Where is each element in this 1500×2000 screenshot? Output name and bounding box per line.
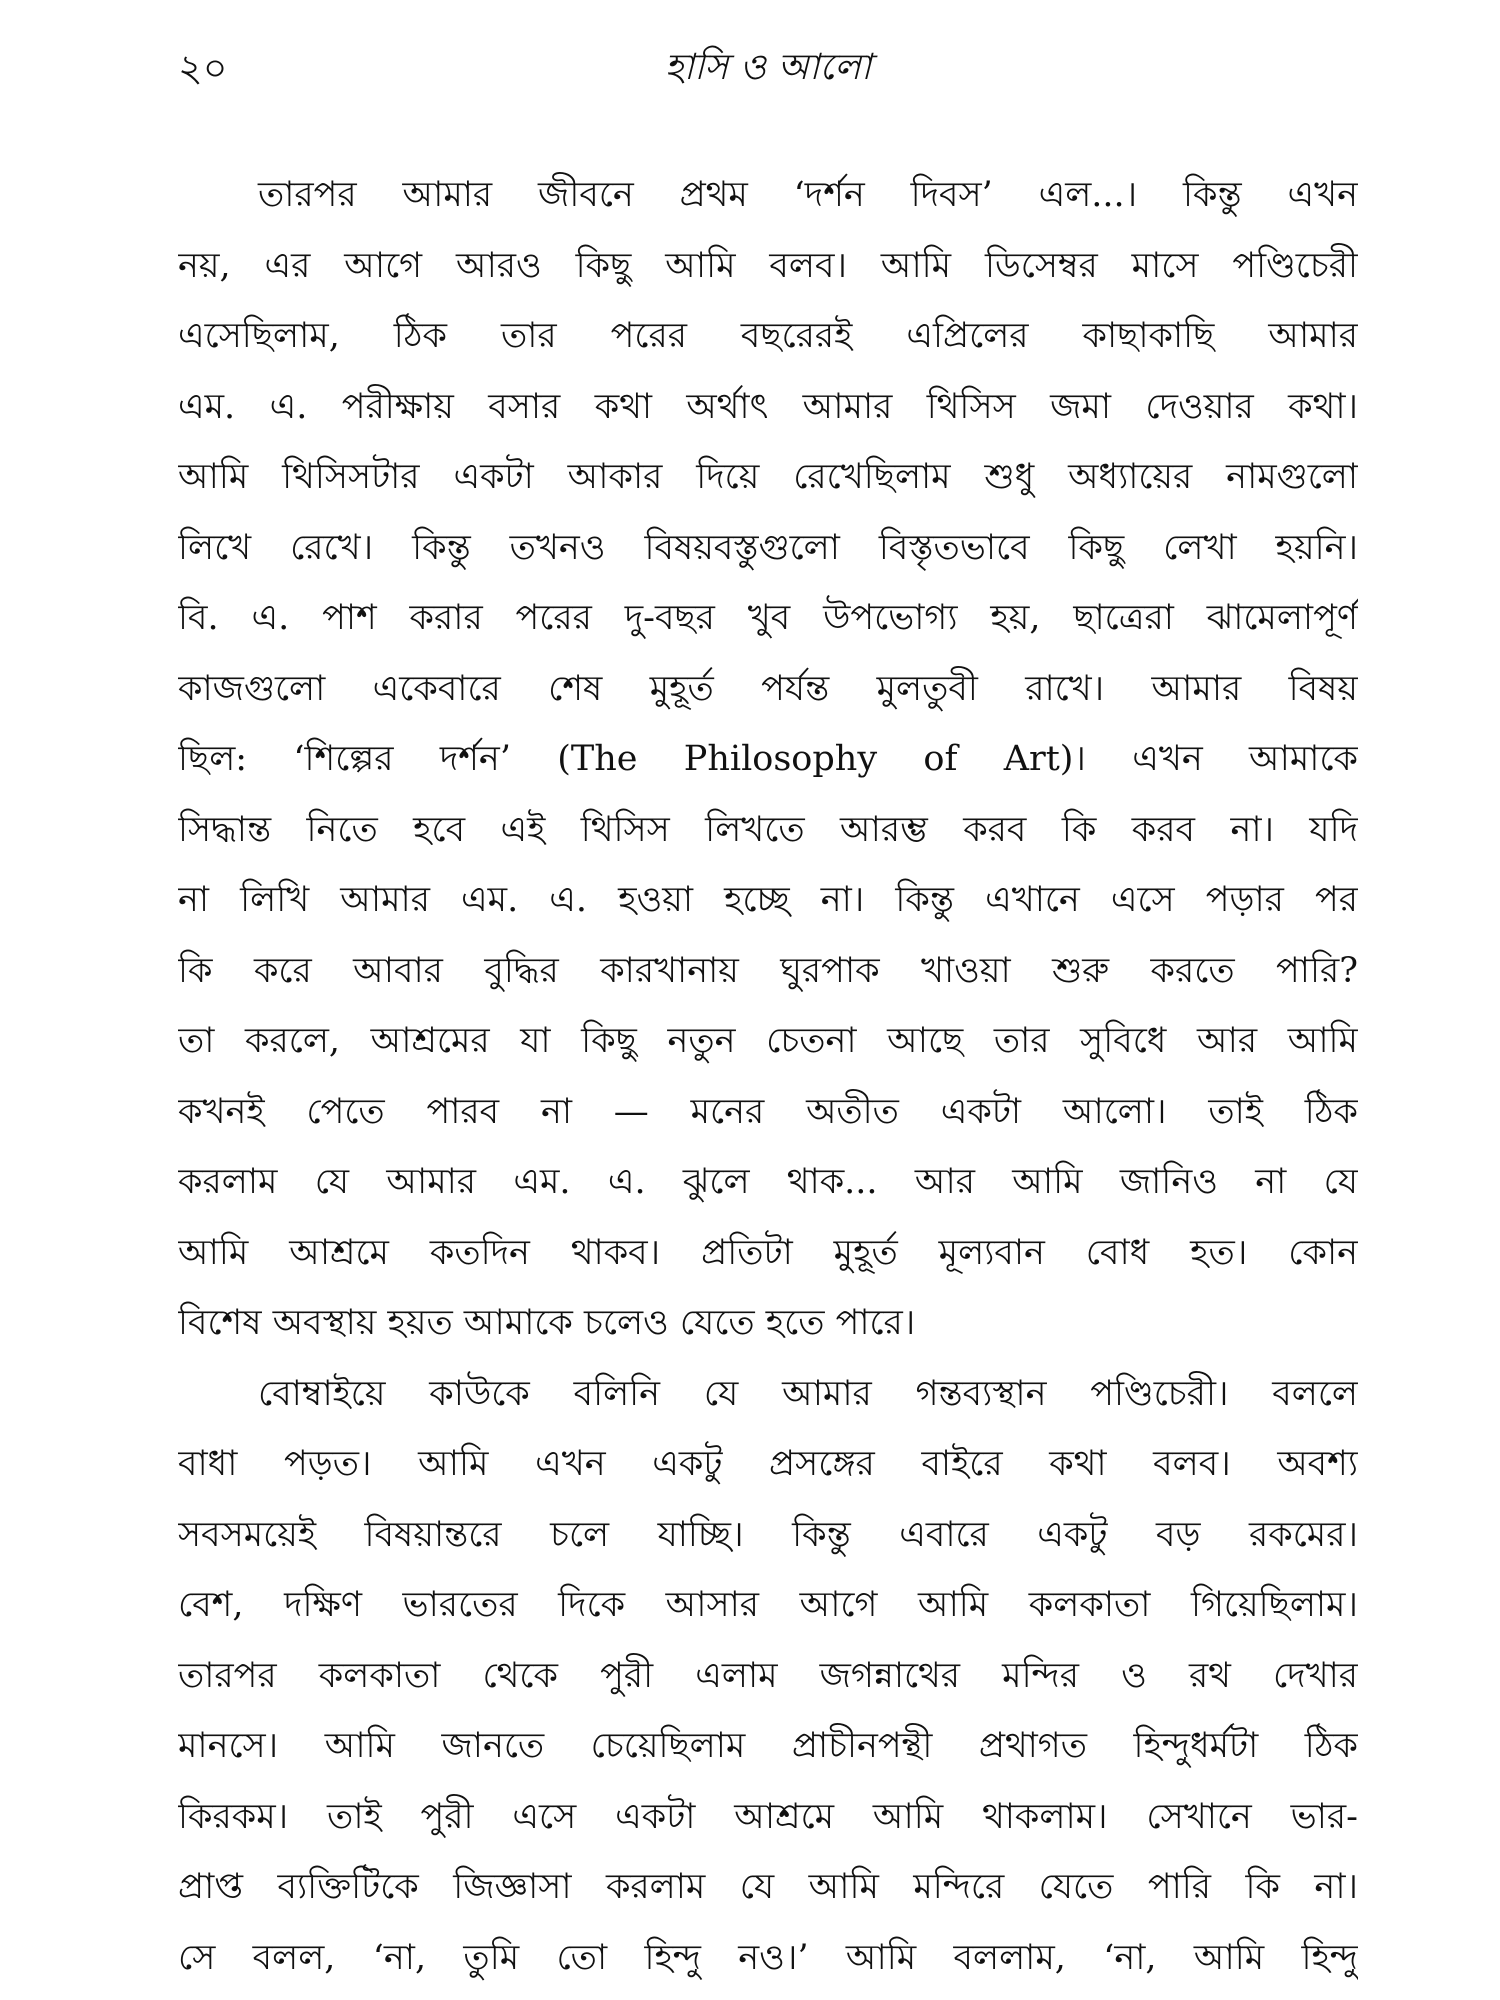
paragraph-2-line: বোম্বাইয়ে কাউকে বলিনি যে আমার গন্তব্যস্থান পণ্ডিচেরী। বললে bbox=[258, 1373, 1358, 1414]
paragraph-2-line: সে বলল, ‘না, তুমি তো হিন্দু নও।’ আমি বললাম, ‘না, আমি হিন্দু bbox=[178, 1937, 1358, 1978]
paragraph-1-line: করলাম যে আমার এম. এ. ঝুলে থাক... আর আমি জানিও না যে bbox=[178, 1162, 1358, 1202]
paragraph-2-line: বেশ, দক্ষিণ ভারতের দিকে আসার আগে আমি কলকাতা গিয়েছিলাম। bbox=[178, 1585, 1358, 1625]
paragraph-2-line: প্রাপ্ত ব্যক্তিটিকে জিজ্ঞাসা করলাম যে আমি মন্দিরে যেতে পারি কি না। bbox=[178, 1867, 1358, 1907]
paragraph-1-line: কাজগুলো একেবারে শেষ মুহূর্ত পর্যন্ত মুলতুবী রাখে। আমার বিষয় bbox=[178, 668, 1358, 709]
paragraph-1-line: তা করলে, আশ্রমের যা কিছু নতুন চেতনা আছে তার সুবিধে আর আমি bbox=[178, 1021, 1358, 1061]
paragraph-1-line: কখনই পেতে পারব না — মনের অতীত একটা আলো। তাই ঠিক bbox=[178, 1091, 1358, 1132]
page-header bbox=[178, 38, 1358, 108]
paragraph-1-line: আমি আশ্রমে কতদিন থাকব। প্রতিটা মুহূর্ত মূল্যবান বোধ হত। কোন bbox=[178, 1232, 1358, 1273]
page-number: ২০ bbox=[178, 46, 228, 90]
paragraph-1-line: লিখে রেখে। কিন্তু তখনও বিষয়বস্তুগুলো বিস্তৃতভাবে কিছু লেখা হয়নি। bbox=[178, 527, 1358, 568]
paragraph-2-line: মানসে। আমি জানতে চেয়েছিলাম প্রাচীনপন্থী প্রথাগত হিন্দুধর্মটা ঠিক bbox=[178, 1726, 1358, 1766]
paragraph-1-line: এসেছিলাম, ঠিক তার পরের বছরেরই এপ্রিলের কাছাকাছি আমার bbox=[178, 316, 1358, 356]
paragraph-1-line: আমি থিসিসটার একটা আকার দিয়ে রেখেছিলাম শুধু অধ্যায়ের নামগুলো bbox=[178, 457, 1358, 497]
paragraph-1-line: সিদ্ধান্ত নিতে হবে এই থিসিস লিখতে আরম্ভ করব কি করব না। যদি bbox=[178, 809, 1358, 850]
paragraph-1-line: এম. এ. পরীক্ষায় বসার কথা অর্থাৎ আমার থিসিস জমা দেওয়ার কথা। bbox=[178, 386, 1358, 427]
paragraph-2-line: কিরকম। তাই পুরী এসে একটা আশ্রমে আমি থাকলাম। সেখানে ভার- bbox=[178, 1796, 1358, 1837]
paragraph-2-line: বাধা পড়ত। আমি এখন একটু প্রসঙ্গের বাইরে কথা বলব। অবশ্য bbox=[178, 1444, 1358, 1484]
paragraph-1-line: না লিখি আমার এম. এ. হওয়া হচ্ছে না। কিন্তু এখানে এসে পড়ার পর bbox=[178, 880, 1358, 920]
body-text bbox=[178, 160, 1358, 1993]
paragraph-1-line: তারপর আমার জীবনে প্রথম ‘দর্শন দিবস’ এল...। কিন্তু এখন bbox=[258, 175, 1358, 215]
paragraph-2-line: সবসময়েই বিষয়ান্তরে চলে যাচ্ছি। কিন্তু এবারে একটু বড় রকমের। bbox=[178, 1514, 1358, 1555]
paragraph-1-line: ছিল: ‘শিল্পের দর্শন’ (The Philosophy of Art)। এখন আমাকে bbox=[178, 739, 1358, 779]
paragraph-1-line: বিশেষ অবস্থায় হয়ত আমাকে চলেও যেতে হতে পারে। bbox=[178, 1303, 916, 1343]
paragraph-1-line: কি করে আবার বুদ্ধির কারখানায় ঘুরপাক খাওয়া শুরু করতে পারি? bbox=[178, 950, 1358, 991]
paragraph-1-line: বি. এ. পাশ করার পরের দু-বছর খুব উপভোগ্য হয়, ছাত্রেরা ঝামেলাপূর্ণ bbox=[178, 598, 1358, 638]
paragraph-2-line: তারপর কলকাতা থেকে পুরী এলাম জগন্নাথের মন্দির ও রথ দেখার bbox=[178, 1655, 1358, 1696]
running-title: হাসি ও আলো bbox=[664, 47, 872, 88]
paragraph-1-line: নয়, এর আগে আরও কিছু আমি বলব। আমি ডিসেম্বর মাসে পণ্ডিচেরী bbox=[178, 245, 1358, 286]
